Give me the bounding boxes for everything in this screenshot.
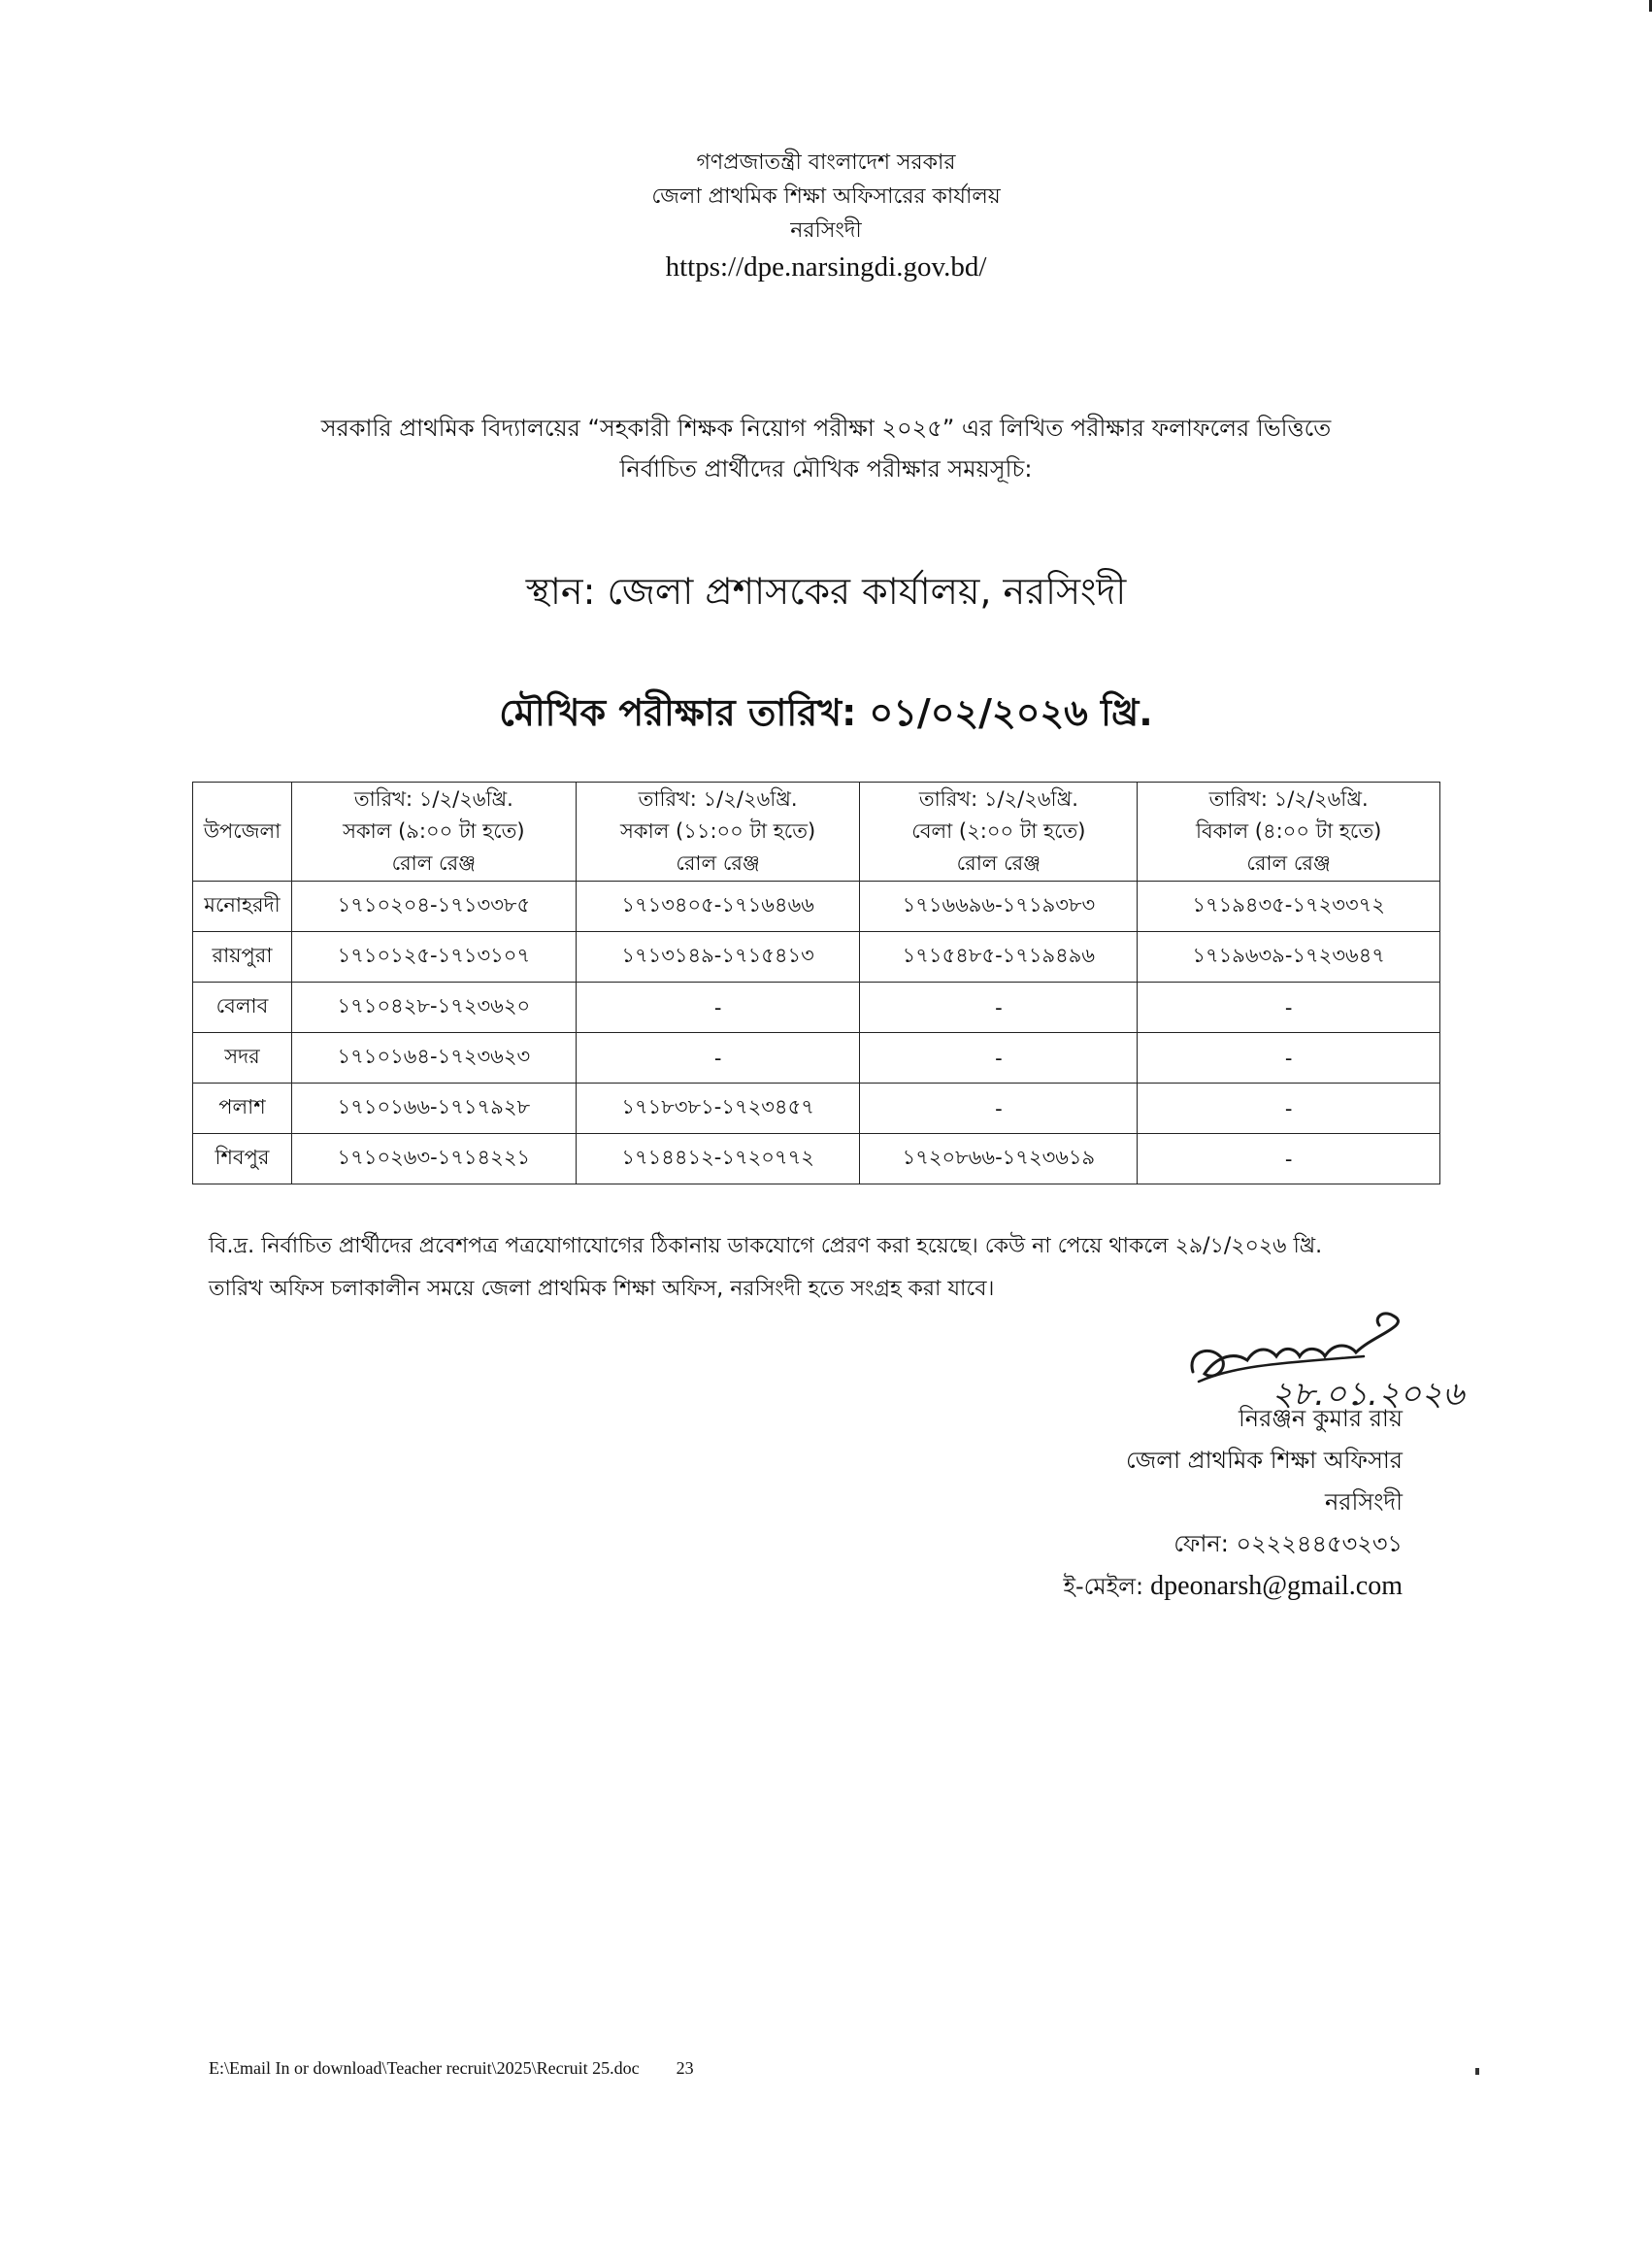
table-row (193, 882, 1440, 932)
roll-range-cell: - (1138, 1084, 1440, 1134)
slot-label: রোল রেঞ্জ (391, 851, 477, 875)
roll-range-cell: - (860, 1084, 1138, 1134)
upazila-cell: সদর (193, 1033, 292, 1084)
intro-line-1: সরকারি প্রাথমিক বিদ্যালয়ের “সহকারী শিক্ষক নিয়োগ পরীক্ষা ২০২৫” এর লিখিত পরীক্ষার ফলাফলের ভিত্তিতে (320, 415, 1332, 442)
roll-range-cell: - (576, 1033, 860, 1084)
note-line-1: বি.দ্র. নির্বাচিত প্রার্থীদের প্রবেশপত্র পত্রযোগাযোগের ঠিকানায় ডাকযোগে প্রেরণ করা হয়েছে। কেউ না পেয়ে থাকলে ২৯/১/২০২৬ খ্রি. (209, 1234, 1323, 1258)
officer-email-line (985, 1565, 1403, 1608)
slot-label: রোল রেঞ্জ (956, 851, 1041, 875)
handwritten-date: ২৮.০১.২০২৬ (1272, 1375, 1465, 1413)
roll-range-cell: ১৭১০১৬৪-১৭২৩৬২৩ (291, 1033, 576, 1084)
table-row (193, 983, 1440, 1033)
officer-phone: ফোন: ০২২২৪৪৫৩২৩১ (1173, 1530, 1403, 1557)
table-header-row (193, 783, 1440, 882)
roll-range-cell: - (1138, 983, 1440, 1033)
exam-date-heading: মৌখিক পরীক্ষার তারিখ: ০১/০২/২০২৬ খ্রি. (499, 691, 1153, 734)
handwritten-signature (1179, 1296, 1509, 1413)
table-row (193, 1033, 1440, 1084)
slot-date: তারিখ: ১/২/২৬খ্রি. (353, 787, 513, 811)
roll-range-cell: - (576, 983, 860, 1033)
slot-date: তারিখ: ১/২/২৬খ্রি. (1208, 787, 1369, 811)
slot-header (576, 783, 860, 882)
slot-date: তারিখ: ১/২/২৬খ্রি. (638, 787, 798, 811)
upazila-cell: রায়পুরা (193, 932, 292, 983)
table-row (193, 1084, 1440, 1134)
office-name: জেলা প্রাথমিক শিক্ষা অফিসারের কার্যালয় (651, 184, 1001, 209)
schedule-table (192, 782, 1440, 1184)
roll-range-cell: ১৭১৮৩৮১-১৭২৩৪৫৭ (576, 1084, 860, 1134)
officer-name: নিরঞ্জন কুমার রায় (1238, 1405, 1403, 1432)
table-row (193, 1134, 1440, 1184)
roll-range-cell: ১৭১৩১৪৯-১৭১৫৪১৩ (576, 932, 860, 983)
email-label: ই-মেইল: (1063, 1573, 1144, 1600)
email-link[interactable]: dpeonarsh@gmail.com (1150, 1571, 1403, 1601)
upazila-cell: বেলাব (193, 983, 292, 1033)
slot-time: বেলা (২:০০ টা হতে) (911, 819, 1086, 843)
officer-designation: জেলা প্রাথমিক শিক্ষা অফিসার (1125, 1447, 1403, 1474)
roll-range-cell: - (1138, 1134, 1440, 1184)
footer (209, 2058, 694, 2079)
roll-range-cell: ১৭২০৮৬৬-১৭২৩৬১৯ (860, 1134, 1138, 1184)
website-link[interactable]: https://dpe.narsingdi.gov.bd/ (665, 251, 987, 283)
roll-range-cell: ১৭১৯৪৩৫-১৭২৩৩৭২ (1138, 882, 1440, 932)
roll-range-cell: ১৭১৩৪০৫-১৭১৬৪৬৬ (576, 882, 860, 932)
slot-date: তারিখ: ১/২/২৬খ্রি. (918, 787, 1078, 811)
upazila-column-header: উপজেলা (193, 783, 292, 882)
slot-time: বিকাল (৪:০০ টা হতে) (1195, 819, 1382, 843)
upazila-cell: মনোহরদী (193, 882, 292, 932)
district-name: নরসিংদী (790, 218, 862, 243)
roll-range-cell: ১৭১০৪২৮-১৭২৩৬২০ (291, 983, 576, 1033)
roll-range-cell: - (860, 983, 1138, 1033)
slot-header (291, 783, 576, 882)
roll-range-cell: ১৭১৬৬৯৬-১৭১৯৩৮৩ (860, 882, 1138, 932)
file-path: E:\Email In or download\Teacher recruit\2025\Recruit 25.doc (209, 2058, 640, 2078)
stray-mark (1475, 2068, 1479, 2075)
slot-time: সকাল (১১:০০ টা হতে) (620, 819, 816, 843)
intro-line-2: নির্বাচিত প্রার্থীদের মৌখিক পরীক্ষার সময়সূচি: (619, 455, 1033, 483)
upazila-cell: শিবপুর (193, 1134, 292, 1184)
slot-header (860, 783, 1138, 882)
slot-label: রোল রেঞ্জ (676, 851, 760, 875)
govt-name: গণপ্রজাতন্ত্রী বাংলাদেশ সরকার (696, 150, 956, 175)
roll-range-cell: - (1138, 1033, 1440, 1084)
page-number: 23 (676, 2058, 694, 2078)
slot-time: সকাল (৯:০০ টা হতে) (343, 819, 525, 843)
table-row (193, 932, 1440, 983)
signature-block (985, 1398, 1403, 1608)
roll-range-cell: ১৭১০১৬৬-১৭১৭৯২৮ (291, 1084, 576, 1134)
upazila-cell: পলাশ (193, 1084, 292, 1134)
officer-location: নরসিংদী (1324, 1488, 1403, 1516)
roll-range-cell: ১৭১৯৬৩৯-১৭২৩৬৪৭ (1138, 932, 1440, 983)
roll-range-cell: ১৭১০১২৫-১৭১৩১০৭ (291, 932, 576, 983)
note-line-2: তারিখ অফিস চলাকালীন সময়ে জেলা প্রাথমিক শিক্ষা অফিস, নরসিংদী হতে সংগ্রহ করা যাবে। (209, 1277, 995, 1301)
roll-range-cell: ১৭১৪৪১২-১৭২০৭৭২ (576, 1134, 860, 1184)
slot-label: রোল রেঞ্জ (1246, 851, 1331, 875)
slot-header (1138, 783, 1440, 882)
intro-text (233, 408, 1419, 489)
roll-range-cell: ১৭১৫৪৮৫-১৭১৯৪৯৬ (860, 932, 1138, 983)
roll-range-cell: ১৭১০২৬৩-১৭১৪২২১ (291, 1134, 576, 1184)
venue-heading: স্থান: জেলা প্রশাসকের কার্যালয়, নরসিংদী (525, 570, 1127, 613)
roll-range-cell: - (860, 1033, 1138, 1084)
letterhead (0, 146, 1652, 286)
roll-range-cell: ১৭১০২০৪-১৭১৩৩৮৫ (291, 882, 576, 932)
